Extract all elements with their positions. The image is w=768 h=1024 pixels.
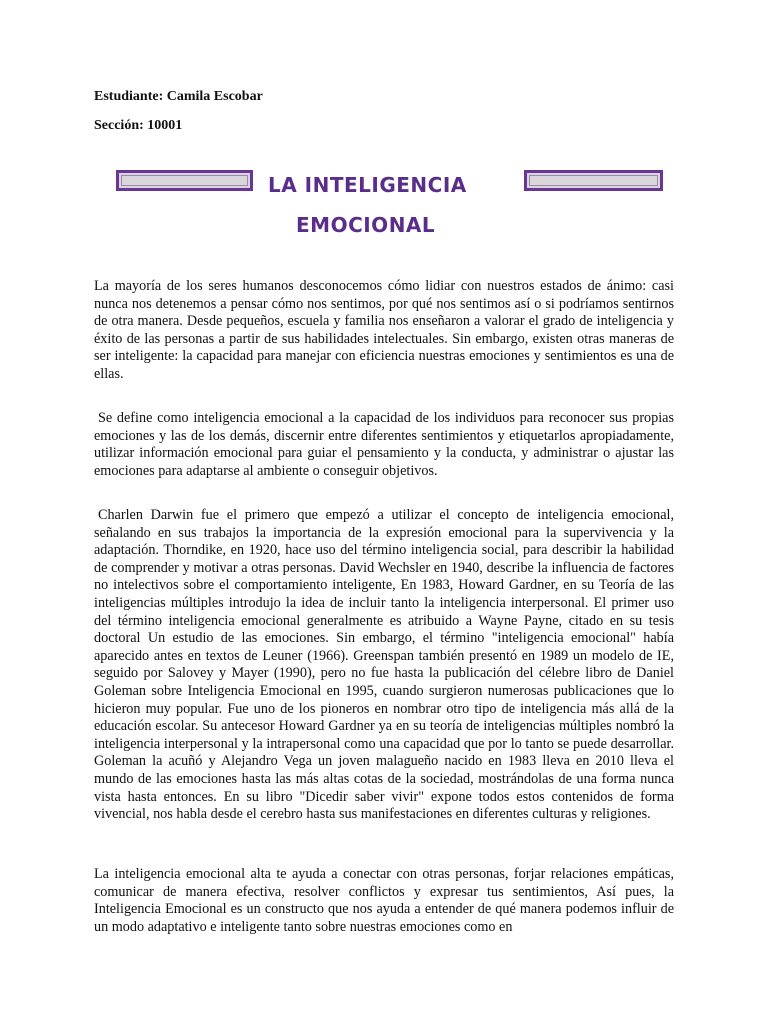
- title-decoration-right: [524, 170, 663, 191]
- section-number: Sección: 10001: [94, 118, 183, 133]
- paragraph-1: La mayoría de los seres humanos desconocemos cómo lidiar con nuestros estados de ánimo: casi nunca nos detenemos a pensar cómo nos sentimos, por qué nos sentimos así o si podríamos sentirnos de otra manera. Desde pequeños, escuela y familia nos enseñaron a valorar el grado de inteligencia y éxito de las personas a partir de sus habilidades intelectuales. Sin embargo, existen otras maneras de ser inteligente: la capacidad para manejar con eficiencia nuestras emociones y sentimientos es una de ellas.: [94, 278, 674, 382]
- title-decoration-left: [116, 170, 253, 191]
- document-title-line-1: LA INTELIGENCIA: [268, 173, 467, 197]
- student-name: Estudiante: Camila Escobar: [94, 89, 263, 104]
- paragraph-4: La inteligencia emocional alta te ayuda a conectar con otras personas, forjar relaciones empáticas, comunicar de manera efectiva, resolver conflictos y expresar tus sentimientos, Así pues, la Inteligencia Emocional es un constructo que nos ayuda a entender de qué manera podemos influir de un modo adaptativo e inteligente tanto sobre nuestras emociones como en: [94, 866, 674, 935]
- paragraph-3: Charlen Darwin fue el primero que empezó a utilizar el concepto de inteligencia emocional, señalando en sus trabajos la importancia de la expresión emocional para la supervivencia y la adaptación. Thorndike, en 1920, hace uso del término inteligencia social, para describir la habilidad de comprender y motivar a otras personas. David Wechsler en 1940, describe la influencia de factores no intelectivos sobre el comportamiento inteligente, En 1983, Howard Gardner, en su Teoría de las inteligencias múltiples introdujo la idea de incluir tanto la inteligencia interpersonal. El primer uso del término inteligencia emocional generalmente es atribuido a Wayne Payne, citado en su tesis doctoral Un estudio de las emociones. Sin embargo, el término "inteligencia emocional" había aparecido antes en textos de Leuner (1966). Greenspan también presentó en 1989 un modelo de IE, seguido por Salovey y Mayer (1990), pero no fue hasta la publicación del célebre libro de Daniel Goleman sobre Inteligencia Emocional en 1995, cuando surgieron numerosas publicaciones que lo hicieron muy popular. Fue uno de los pioneros en nombrar otro tipo de inteligencia más allá de la educación escolar. Su antecesor Howard Gardner ya en su teoría de inteligencias múltiples nombró la inteligencia interpersonal y la intrapersonal como una capacidad que por lo tanto se puede desarrollar. Goleman la acuñó y Alejandro Vega un joven malagueño nacido en 1983 lleva en 2010 lleva el mundo de las emociones hasta las más altas cotas de la sociedad, mostrándolas de una forma nunca vista hasta entonces. En su libro "Dicedir saber vivir" expone todos estos contenidos de forma vivencial, nos habla desde el cerebro hasta sus manifestaciones en diferentes culturas y religiones.: [94, 507, 674, 823]
- paragraph-2: Se define como inteligencia emocional a la capacidad de los individuos para reconocer sus propias emociones y las de los demás, discernir entre diferentes sentimientos y etiquetarlos apropiadamente, utilizar información emocional para guiar el pensamiento y la conducta, y administrar o ajustar las emociones para adaptarse al ambiente o conseguir objetivos.: [94, 410, 674, 479]
- document-title-line-2: EMOCIONAL: [296, 213, 436, 237]
